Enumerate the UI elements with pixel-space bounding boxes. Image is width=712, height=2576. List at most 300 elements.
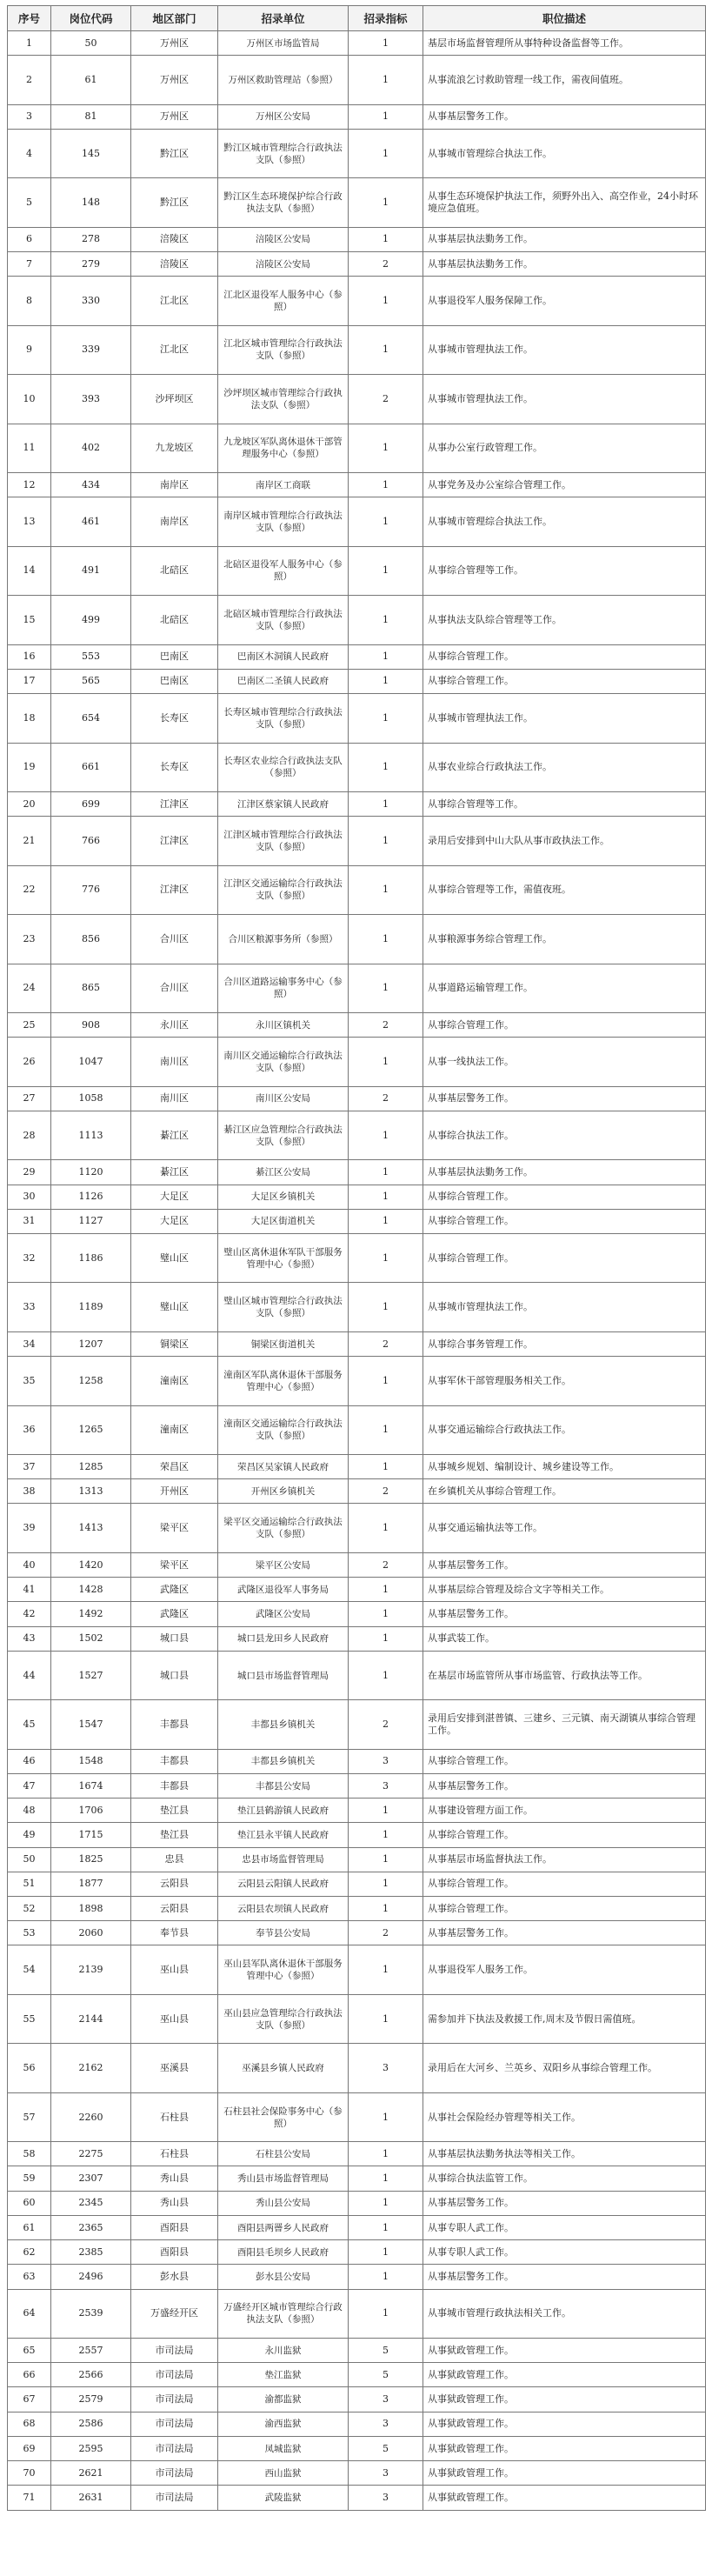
quota-cell: 1 (349, 1823, 423, 1847)
table-row (8, 2461, 706, 2486)
post-code-cell: 61 (51, 56, 131, 104)
post-code-cell: 2139 (51, 1945, 131, 1994)
post-code-cell: 1258 (51, 1357, 131, 1405)
employer-cell: 忠县市场监督管理局 (218, 1847, 349, 1872)
quota-cell: 1 (349, 1209, 423, 1233)
description-cell: 录用后在大河乡、兰英乡、双阳乡从事综合管理工作。 (423, 2044, 706, 2092)
header-index: 序号 (8, 6, 51, 31)
description-cell: 从事一线执法工作。 (423, 1038, 706, 1086)
description-cell: 从事基层执法勤务工作。 (423, 1160, 706, 1185)
description-cell: 从事办公室行政管理工作。 (423, 424, 706, 472)
post-code-cell: 1898 (51, 1897, 131, 1921)
table-row (8, 1405, 706, 1454)
table-row (8, 1773, 706, 1798)
region-cell: 武隆区 (131, 1602, 218, 1626)
row-index-cell: 29 (8, 1160, 51, 1185)
row-index-cell: 64 (8, 2289, 51, 2338)
table-row (8, 31, 706, 56)
quota-cell: 3 (349, 2486, 423, 2510)
employer-cell: 万州区市场监管局 (218, 31, 349, 56)
quota-cell: 1 (349, 915, 423, 964)
post-code-cell: 2539 (51, 2289, 131, 2338)
quota-cell: 1 (349, 1626, 423, 1651)
row-index-cell: 57 (8, 2092, 51, 2141)
row-index-cell: 45 (8, 1700, 51, 1749)
post-code-cell: 330 (51, 277, 131, 325)
region-cell: 永川区 (131, 1013, 218, 1038)
quota-cell: 1 (349, 1897, 423, 1921)
quota-cell: 1 (349, 1160, 423, 1185)
employer-cell: 垫江县鹤游镇人民政府 (218, 1799, 349, 1823)
employer-cell: 綦江区应急管理综合行政执法支队（参照） (218, 1111, 349, 1159)
post-code-cell: 434 (51, 473, 131, 497)
post-code-cell: 1126 (51, 1185, 131, 1209)
region-cell: 垫江县 (131, 1799, 218, 1823)
region-cell: 南川区 (131, 1086, 218, 1111)
quota-cell: 1 (349, 1872, 423, 1896)
row-index-cell: 62 (8, 2240, 51, 2265)
table-row (8, 1626, 706, 1651)
row-index-cell: 43 (8, 1626, 51, 1651)
employer-cell: 巴南区二圣镇人民政府 (218, 669, 349, 693)
table-row (8, 1283, 706, 1331)
region-cell: 市司法局 (131, 2486, 218, 2510)
row-index-cell: 11 (8, 424, 51, 472)
post-code-cell: 2162 (51, 2044, 131, 2092)
employer-cell: 潼南区军队离休退休干部服务管理中心（参照） (218, 1357, 349, 1405)
row-index-cell: 5 (8, 178, 51, 227)
region-cell: 忠县 (131, 1847, 218, 1872)
description-cell: 从事基层警务工作。 (423, 1921, 706, 1945)
employer-cell: 南川区交通运输综合行政执法支队（参照） (218, 1038, 349, 1086)
region-cell: 垫江县 (131, 1823, 218, 1847)
table-row (8, 1185, 706, 1209)
recruitment-table (7, 5, 706, 2511)
region-cell: 巴南区 (131, 669, 218, 693)
row-index-cell: 7 (8, 252, 51, 277)
quota-cell: 1 (349, 1799, 423, 1823)
table-row (8, 865, 706, 914)
description-cell: 从事基层执法勤务工作。 (423, 252, 706, 277)
post-code-cell: 2586 (51, 2412, 131, 2436)
employer-cell: 万州区救助管理站（参照） (218, 56, 349, 104)
table-row (8, 56, 706, 104)
row-index-cell: 67 (8, 2387, 51, 2412)
region-cell: 丰都县 (131, 1700, 218, 1749)
table-row (8, 1504, 706, 1552)
quota-cell: 5 (349, 2436, 423, 2460)
employer-cell: 铜梁区街道机关 (218, 1331, 349, 1356)
post-code-cell: 461 (51, 497, 131, 546)
region-cell: 武隆区 (131, 1578, 218, 1602)
table-row (8, 1038, 706, 1086)
description-cell: 从事狱政管理工作。 (423, 2486, 706, 2510)
employer-cell: 垫江县永平镇人民政府 (218, 1823, 349, 1847)
row-index-cell: 58 (8, 2142, 51, 2166)
quota-cell: 1 (349, 865, 423, 914)
quota-cell: 1 (349, 1602, 423, 1626)
post-code-cell: 2621 (51, 2461, 131, 2486)
post-code-cell: 491 (51, 546, 131, 595)
quota-cell: 1 (349, 227, 423, 251)
quota-cell: 1 (349, 546, 423, 595)
description-cell: 从事综合管理工作。 (423, 1013, 706, 1038)
employer-cell: 长寿区农业综合行政执法支队（参照） (218, 743, 349, 791)
post-code-cell: 1548 (51, 1749, 131, 1773)
quota-cell: 1 (349, 56, 423, 104)
table-row (8, 743, 706, 791)
table-row (8, 1749, 706, 1773)
table-row (8, 1209, 706, 1233)
post-code-cell: 2345 (51, 2191, 131, 2215)
region-cell: 黔江区 (131, 129, 218, 177)
employer-cell: 武陵监狱 (218, 2486, 349, 2510)
post-code-cell: 2275 (51, 2142, 131, 2166)
post-code-cell: 1113 (51, 1111, 131, 1159)
row-index-cell: 20 (8, 791, 51, 816)
employer-cell: 巴南区木洞镇人民政府 (218, 644, 349, 669)
row-index-cell: 32 (8, 1234, 51, 1283)
employer-cell: 涪陵区公安局 (218, 252, 349, 277)
description-cell: 从事城市管理执法工作。 (423, 375, 706, 424)
quota-cell: 5 (349, 2339, 423, 2363)
description-cell: 从事综合执法工作。 (423, 1111, 706, 1159)
employer-cell: 彭水县公安局 (218, 2265, 349, 2289)
quota-cell: 3 (349, 1749, 423, 1773)
post-code-cell: 699 (51, 791, 131, 816)
row-index-cell: 3 (8, 104, 51, 129)
table-row (8, 1331, 706, 1356)
description-cell: 从事农业综合行政执法工作。 (423, 743, 706, 791)
region-cell: 江北区 (131, 277, 218, 325)
employer-cell: 丰都县乡镇机关 (218, 1749, 349, 1773)
post-code-cell: 1313 (51, 1479, 131, 1504)
quota-cell: 2 (349, 1086, 423, 1111)
quota-cell: 1 (349, 644, 423, 669)
table-row (8, 2486, 706, 2510)
employer-cell: 江北区退役军人服务中心（参照） (218, 277, 349, 325)
quota-cell: 1 (349, 743, 423, 791)
region-cell: 石柱县 (131, 2092, 218, 2141)
description-cell: 从事狱政管理工作。 (423, 2436, 706, 2460)
region-cell: 市司法局 (131, 2436, 218, 2460)
table-row (8, 129, 706, 177)
row-index-cell: 10 (8, 375, 51, 424)
post-code-cell: 1428 (51, 1578, 131, 1602)
row-index-cell: 18 (8, 694, 51, 743)
quota-cell: 1 (349, 2191, 423, 2215)
description-cell: 从事交通运输执法等工作。 (423, 1504, 706, 1552)
region-cell: 江北区 (131, 325, 218, 374)
quota-cell: 1 (349, 1283, 423, 1331)
description-cell: 从事武装工作。 (423, 1626, 706, 1651)
description-cell: 录用后安排到中山大队从事市政执法工作。 (423, 817, 706, 865)
description-cell: 从事流浪乞讨救助管理一线工作，需夜间值班。 (423, 56, 706, 104)
region-cell: 南岸区 (131, 473, 218, 497)
employer-cell: 秀山县公安局 (218, 2191, 349, 2215)
employer-cell: 綦江区公安局 (218, 1160, 349, 1185)
employer-cell: 黔江区城市管理综合行政执法支队（参照） (218, 129, 349, 177)
quota-cell: 1 (349, 31, 423, 56)
table-row (8, 1357, 706, 1405)
quota-cell: 1 (349, 2265, 423, 2289)
employer-cell: 巫山县应急管理综合行政执法支队（参照） (218, 1994, 349, 2043)
post-code-cell: 2307 (51, 2166, 131, 2191)
quota-cell: 3 (349, 1773, 423, 1798)
employer-cell: 黔江区生态环境保护综合行政执法支队（参照） (218, 178, 349, 227)
region-cell: 巫溪县 (131, 2044, 218, 2092)
region-cell: 丰都县 (131, 1773, 218, 1798)
row-index-cell: 24 (8, 964, 51, 1012)
description-cell: 从事综合管理等工作。 (423, 546, 706, 595)
post-code-cell: 145 (51, 129, 131, 177)
table-row (8, 915, 706, 964)
description-cell: 从事社会保险经办管理等相关工作。 (423, 2092, 706, 2141)
description-cell: 从事城市管理综合执法工作。 (423, 497, 706, 546)
table-row (8, 1872, 706, 1896)
table-row (8, 1897, 706, 1921)
row-index-cell: 25 (8, 1013, 51, 1038)
description-cell: 从事基层执法勤务执法等相关工作。 (423, 2142, 706, 2166)
table-row (8, 2387, 706, 2412)
post-code-cell: 279 (51, 252, 131, 277)
region-cell: 綦江区 (131, 1160, 218, 1185)
table-row (8, 227, 706, 251)
post-code-cell: 2557 (51, 2339, 131, 2363)
post-code-cell: 654 (51, 694, 131, 743)
post-code-cell: 339 (51, 325, 131, 374)
row-index-cell: 48 (8, 1799, 51, 1823)
quota-cell: 3 (349, 2044, 423, 2092)
row-index-cell: 40 (8, 1552, 51, 1577)
region-cell: 江津区 (131, 865, 218, 914)
quota-cell: 3 (349, 2461, 423, 2486)
table-row (8, 2436, 706, 2460)
description-cell: 从事基层警务工作。 (423, 1602, 706, 1626)
post-code-cell: 81 (51, 104, 131, 129)
employer-cell: 奉节县公安局 (218, 1921, 349, 1945)
row-index-cell: 59 (8, 2166, 51, 2191)
table-row (8, 1234, 706, 1283)
row-index-cell: 19 (8, 743, 51, 791)
employer-cell: 南川区公安局 (218, 1086, 349, 1111)
post-code-cell: 2566 (51, 2363, 131, 2387)
employer-cell: 璧山区离休退休军队干部服务管理中心（参照） (218, 1234, 349, 1283)
quota-cell: 1 (349, 1185, 423, 1209)
employer-cell: 秀山县市场监督管理局 (218, 2166, 349, 2191)
row-index-cell: 34 (8, 1331, 51, 1356)
table-row (8, 325, 706, 374)
region-cell: 秀山县 (131, 2191, 218, 2215)
post-code-cell: 2060 (51, 1921, 131, 1945)
employer-cell: 万盛经开区城市管理综合行政执法支队（参照） (218, 2289, 349, 2338)
post-code-cell: 1502 (51, 1626, 131, 1651)
description-cell: 从事综合管理工作。 (423, 1234, 706, 1283)
description-cell: 从事综合执法监管工作。 (423, 2166, 706, 2191)
table-row (8, 1552, 706, 1577)
row-index-cell: 46 (8, 1749, 51, 1773)
employer-cell: 凤城监狱 (218, 2436, 349, 2460)
employer-cell: 西山监狱 (218, 2461, 349, 2486)
row-index-cell: 47 (8, 1773, 51, 1798)
region-cell: 云阳县 (131, 1872, 218, 1896)
employer-cell: 长寿区城市管理综合行政执法支队（参照） (218, 694, 349, 743)
quota-cell: 1 (349, 2092, 423, 2141)
employer-cell: 涪陵区公安局 (218, 227, 349, 251)
table-row (8, 2363, 706, 2387)
region-cell: 巫山县 (131, 1994, 218, 2043)
quota-cell: 1 (349, 129, 423, 177)
quota-cell: 1 (349, 2166, 423, 2191)
table-row (8, 1013, 706, 1038)
row-index-cell: 68 (8, 2412, 51, 2436)
employer-cell: 璧山区城市管理综合行政执法支队（参照） (218, 1283, 349, 1331)
employer-cell: 城口县市场监督管理局 (218, 1651, 349, 1699)
quota-cell: 1 (349, 497, 423, 546)
table-row (8, 1945, 706, 1994)
employer-cell: 北碚区城市管理综合行政执法支队（参照） (218, 596, 349, 644)
quota-cell: 1 (349, 277, 423, 325)
description-cell: 从事道路运输管理工作。 (423, 964, 706, 1012)
row-index-cell: 60 (8, 2191, 51, 2215)
post-code-cell: 2579 (51, 2387, 131, 2412)
employer-cell: 江津区蔡家镇人民政府 (218, 791, 349, 816)
quota-cell: 1 (349, 1455, 423, 1479)
region-cell: 万州区 (131, 104, 218, 129)
post-code-cell: 865 (51, 964, 131, 1012)
header-quota: 招录指标 (349, 6, 423, 31)
region-cell: 铜梁区 (131, 1331, 218, 1356)
table-body (8, 31, 706, 2511)
post-code-cell: 499 (51, 596, 131, 644)
header-post-code: 岗位代码 (51, 6, 131, 31)
table-row (8, 546, 706, 595)
quota-cell: 1 (349, 1357, 423, 1405)
table-row (8, 1455, 706, 1479)
quota-cell: 2 (349, 1921, 423, 1945)
region-cell: 璧山区 (131, 1234, 218, 1283)
employer-cell: 云阳县农坝镇人民政府 (218, 1897, 349, 1921)
employer-cell: 武隆区公安局 (218, 1602, 349, 1626)
description-cell: 从事狱政管理工作。 (423, 2461, 706, 2486)
region-cell: 沙坪坝区 (131, 375, 218, 424)
row-index-cell: 49 (8, 1823, 51, 1847)
post-code-cell: 1413 (51, 1504, 131, 1552)
post-code-cell: 1674 (51, 1773, 131, 1798)
quota-cell: 2 (349, 1700, 423, 1749)
table-row (8, 2166, 706, 2191)
post-code-cell: 1547 (51, 1700, 131, 1749)
post-code-cell: 1207 (51, 1331, 131, 1356)
employer-cell: 沙坪坝区城市管理综合行政执法支队（参照） (218, 375, 349, 424)
quota-cell: 1 (349, 1994, 423, 2043)
description-cell: 从事建设管理方面工作。 (423, 1799, 706, 1823)
employer-cell: 合川区粮源事务所（参照） (218, 915, 349, 964)
table-row (8, 791, 706, 816)
table-row (8, 473, 706, 497)
description-cell: 从事综合管理工作。 (423, 1185, 706, 1209)
post-code-cell: 2144 (51, 1994, 131, 2043)
row-index-cell: 61 (8, 2215, 51, 2239)
row-index-cell: 1 (8, 31, 51, 56)
employer-cell: 石柱县社会保险事务中心（参照） (218, 2092, 349, 2141)
employer-cell: 城口县龙田乡人民政府 (218, 1626, 349, 1651)
quota-cell: 1 (349, 2215, 423, 2239)
row-index-cell: 22 (8, 865, 51, 914)
description-cell: 从事城市管理执法工作。 (423, 694, 706, 743)
table-row (8, 252, 706, 277)
employer-cell: 丰都县公安局 (218, 1773, 349, 1798)
table-row (8, 669, 706, 693)
region-cell: 荣昌区 (131, 1455, 218, 1479)
table-row (8, 2092, 706, 2141)
region-cell: 云阳县 (131, 1897, 218, 1921)
table-row (8, 817, 706, 865)
row-index-cell: 69 (8, 2436, 51, 2460)
row-index-cell: 9 (8, 325, 51, 374)
region-cell: 涪陵区 (131, 252, 218, 277)
table-row (8, 1651, 706, 1699)
post-code-cell: 553 (51, 644, 131, 669)
post-code-cell: 1120 (51, 1160, 131, 1185)
description-cell: 从事专职人武工作。 (423, 2215, 706, 2239)
row-index-cell: 16 (8, 644, 51, 669)
employer-cell: 荣昌区吴家镇人民政府 (218, 1455, 349, 1479)
row-index-cell: 65 (8, 2339, 51, 2363)
region-cell: 万州区 (131, 31, 218, 56)
description-cell: 从事狱政管理工作。 (423, 2387, 706, 2412)
region-cell: 城口县 (131, 1626, 218, 1651)
table-row (8, 1160, 706, 1185)
post-code-cell: 1527 (51, 1651, 131, 1699)
employer-cell: 巫溪县乡镇人民政府 (218, 2044, 349, 2092)
row-index-cell: 2 (8, 56, 51, 104)
quota-cell: 1 (349, 2142, 423, 2166)
employer-cell: 北碚区退役军人服务中心（参照） (218, 546, 349, 595)
employer-cell: 潼南区交通运输综合行政执法支队（参照） (218, 1405, 349, 1454)
description-cell: 从事退役军人服务工作。 (423, 1945, 706, 1994)
region-cell: 北碚区 (131, 546, 218, 595)
table-row (8, 2044, 706, 2092)
employer-cell: 梁平区交通运输综合行政执法支队（参照） (218, 1504, 349, 1552)
employer-cell: 开州区乡镇机关 (218, 1479, 349, 1504)
quota-cell: 1 (349, 104, 423, 129)
employer-cell: 武隆区退役军人事务局 (218, 1578, 349, 1602)
region-cell: 涪陵区 (131, 227, 218, 251)
description-cell: 从事城乡规划、编制设计、城乡建设等工作。 (423, 1455, 706, 1479)
quota-cell: 1 (349, 694, 423, 743)
row-index-cell: 42 (8, 1602, 51, 1626)
post-code-cell: 2496 (51, 2265, 131, 2289)
table-row (8, 2412, 706, 2436)
description-cell: 基层市场监督管理所从事特种设备监督等工作。 (423, 31, 706, 56)
table-row (8, 1111, 706, 1159)
employer-cell: 梁平区公安局 (218, 1552, 349, 1577)
post-code-cell: 2365 (51, 2215, 131, 2239)
post-code-cell: 856 (51, 915, 131, 964)
quota-cell: 2 (349, 375, 423, 424)
row-index-cell: 33 (8, 1283, 51, 1331)
region-cell: 南川区 (131, 1038, 218, 1086)
region-cell: 九龙坡区 (131, 424, 218, 472)
description-cell: 从事狱政管理工作。 (423, 2412, 706, 2436)
row-index-cell: 21 (8, 817, 51, 865)
post-code-cell: 1825 (51, 1847, 131, 1872)
table-row (8, 104, 706, 129)
recruitment-table-container (7, 5, 705, 2511)
table-row (8, 1921, 706, 1945)
description-cell: 从事综合事务管理工作。 (423, 1331, 706, 1356)
